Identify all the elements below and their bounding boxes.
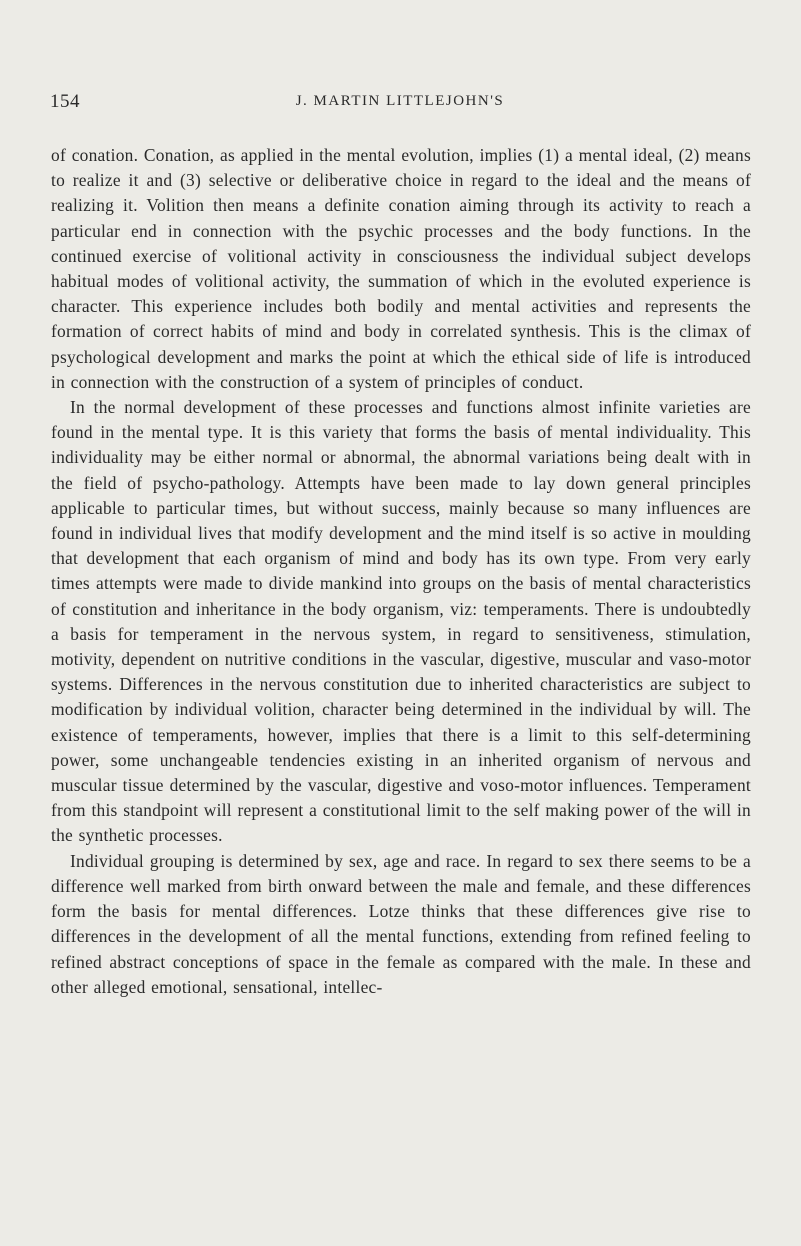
paragraph-individual-grouping: Individual grouping is determined by sex, age and race. In regard to sex there seems to be a difference well marked from birth onward between the male and female, and these differences form the basis for mental differences. Lotze thinks that these differences give rise to differences in the development of all the mental functions, extending from refined feeling to refined abstract conceptions of space in the female as compared with the male. In these and other alleged emotional, sensational, intellec- [51,850,751,997]
running-head [50,91,750,115]
paragraph-mental-individuality: In the normal development of these processes and functions almost infinite varieties are found in the mental type. It is this variety that forms the basis of mental individuality. This individuality may be either normal or abnormal, the abnormal variations being dealt with in the field of psycho-pathology. Attempts have been made to lay down general principles applicable to particular times, but without success, mainly because so many influences are found in individual lives that modify development and the mind itself is so active in moulding that development that each organism of mind and body has its own type. From very early times attempts were made to divide mankind into groups on the basis of mental characteristics of constitution and inheritance in the body organism, viz: temperaments. There is undoubtedly a basis for temperament in the nervous system, in regard to sensitiveness, stimulation, motivity, dependent on nutritive conditions in the vascular, digestive, muscular and vaso-motor systems. Differences in the nervous constitution due to inherited characteristics are subject to modification by individual volition, character being determined in the individual by will. The existence of temperaments, however, implies that there is a limit to this self-determining power, some unchangeable tendencies existing in an inherited organism of nervous and muscular tissue determined by the vascular, digestive and voso-motor influences. Temperament from this standpoint will represent a constitutional limit to the self making power of the will in the synthetic processes. [51,397,751,846]
running-head-title: J. MARTIN LITTLEJOHN'S [295,93,505,109]
paragraph-conation: of conation. Conation, as applied in the mental evolution, implies (1) a mental ideal, (2) means to realize it and (3) selective or deliberative choice in regard to the ideal and the means of realizing it. Volition then means a definite conation aiming through its activity to reach a particular end in connection with the psychic processes and the body functions. In the continued exercise of volitional activity in consciousness the individual subject develops habitual modes of volitional activity, the summation of which in the evoluted experience is character. This experience includes both bodily and mental activities and represents the formation of correct habits of mind and body in correlated synthesis. This is the climax of psychological development and marks the point at which the ethical side of life is introduced in connection with the construction of a system of principles of conduct. [51,145,751,392]
page-number: 154 [50,91,80,112]
body-text [51,143,751,1000]
